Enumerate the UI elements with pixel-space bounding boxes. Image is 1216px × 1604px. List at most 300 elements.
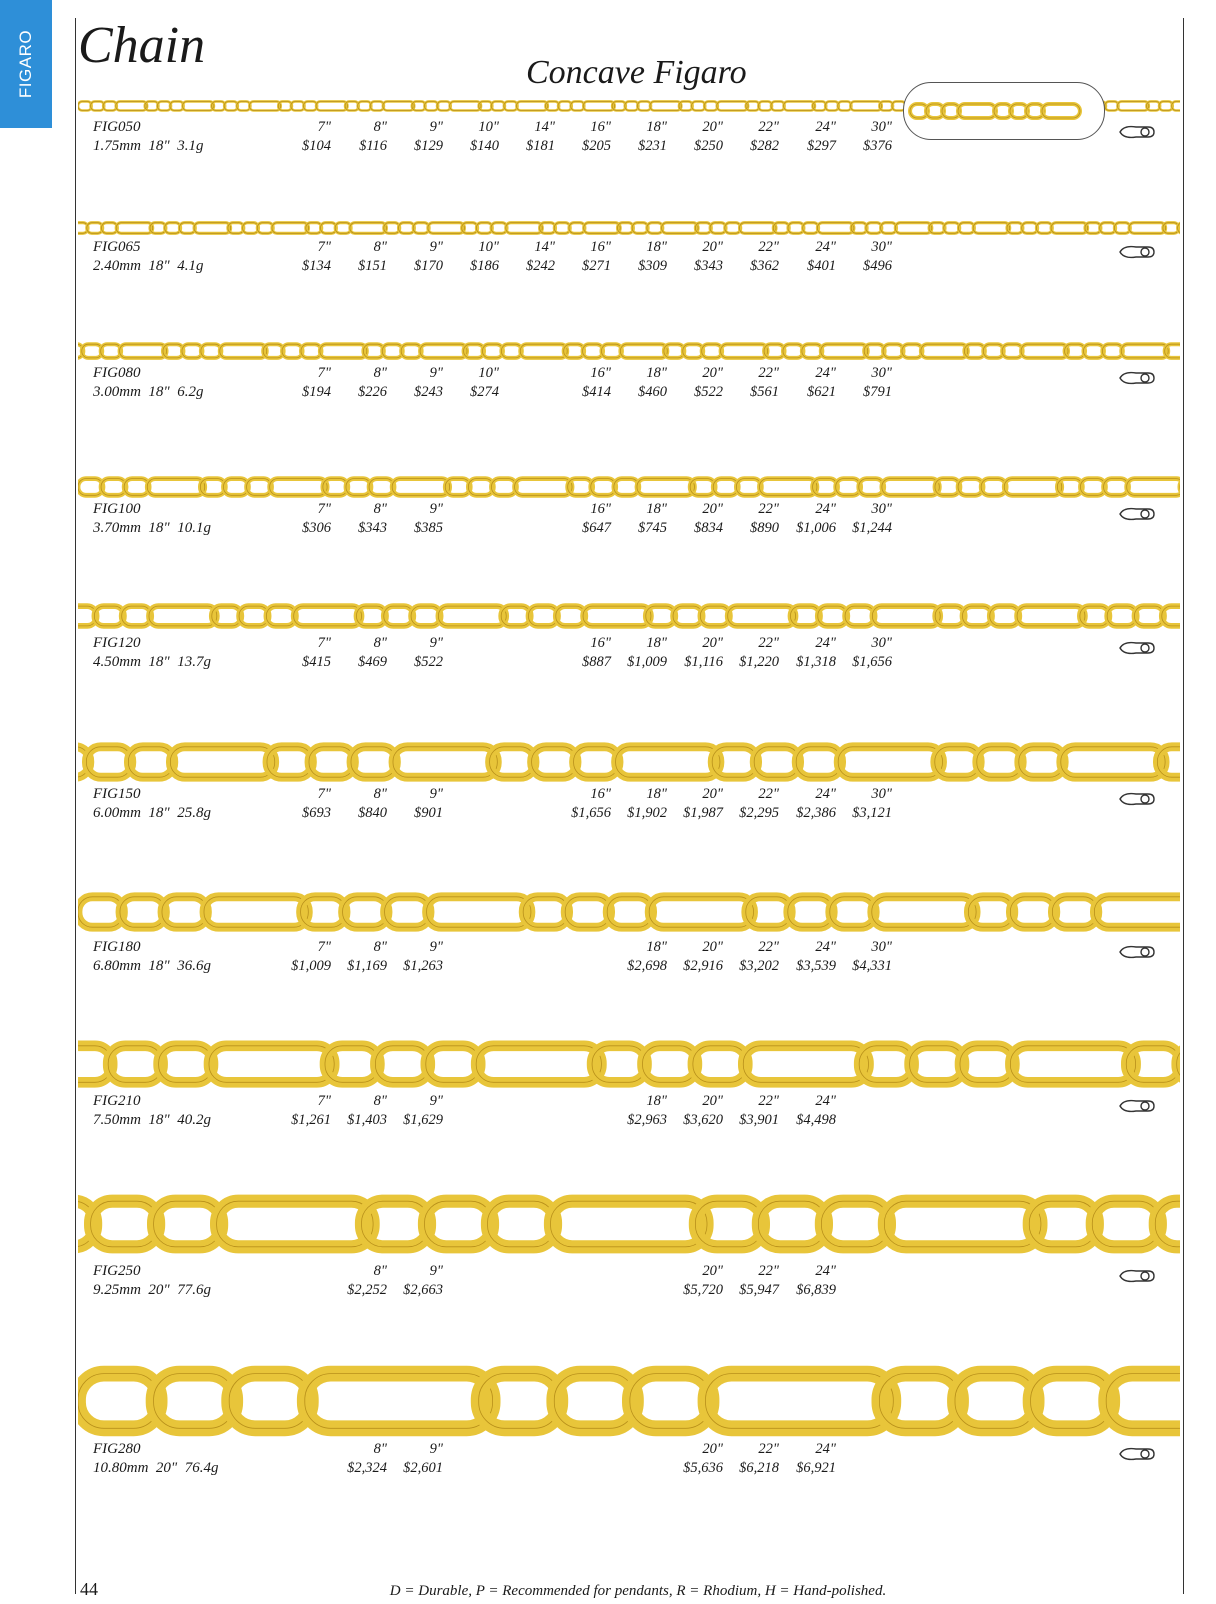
chain-link bbox=[116, 101, 147, 110]
length-label: 18" bbox=[646, 501, 667, 517]
product-spec: 1.75mm 18" 3.1g bbox=[93, 138, 204, 154]
chain-link-outline bbox=[584, 223, 621, 234]
price-value: $274 bbox=[470, 384, 499, 400]
length-label: 9" bbox=[429, 635, 443, 651]
chain-link bbox=[204, 897, 308, 927]
price-value: $745 bbox=[638, 520, 667, 536]
length-label: 24" bbox=[815, 365, 836, 381]
product-code: FIG210 bbox=[93, 1093, 141, 1109]
chain-link bbox=[583, 101, 614, 110]
length-label: 18" bbox=[646, 939, 667, 955]
price-value: $1,261 bbox=[291, 1112, 331, 1128]
price-value: $250 bbox=[694, 138, 723, 154]
chain-link-outline bbox=[760, 479, 817, 496]
length-label: 22" bbox=[758, 1441, 779, 1457]
length-label: 22" bbox=[758, 786, 779, 802]
chain-link-outline bbox=[895, 223, 932, 234]
chain-link-outline bbox=[476, 1046, 601, 1083]
length-label: 20" bbox=[702, 365, 723, 381]
chain-link bbox=[476, 1046, 601, 1083]
price-value: $2,698 bbox=[627, 958, 667, 974]
chain-link bbox=[821, 344, 868, 358]
chain-link-outline bbox=[170, 747, 274, 777]
chain-link bbox=[650, 101, 681, 110]
length-label: 10" bbox=[478, 365, 499, 381]
chain-link-outline bbox=[194, 223, 231, 234]
chain-link-outline bbox=[120, 344, 167, 358]
zoom-chain-link bbox=[958, 104, 996, 118]
length-label: 8" bbox=[373, 365, 387, 381]
length-label: 20" bbox=[702, 939, 723, 955]
length-label: 30" bbox=[871, 365, 892, 381]
length-label: 16" bbox=[590, 786, 611, 802]
product-code: FIG100 bbox=[93, 501, 141, 517]
chain-link-outline bbox=[583, 606, 651, 626]
price-value: $297 bbox=[807, 138, 836, 154]
length-label: 8" bbox=[373, 1441, 387, 1457]
length-label: 9" bbox=[429, 939, 443, 955]
chain-link bbox=[183, 101, 214, 110]
price-value: $134 bbox=[302, 258, 331, 274]
product-code: FIG150 bbox=[93, 786, 141, 802]
chain-link bbox=[116, 223, 153, 234]
length-label: 18" bbox=[646, 1093, 667, 1109]
length-label: 30" bbox=[871, 501, 892, 517]
chain-link bbox=[428, 223, 465, 234]
length-label: 8" bbox=[373, 501, 387, 517]
chain-link bbox=[882, 479, 939, 496]
length-label: 20" bbox=[702, 786, 723, 802]
chain-link bbox=[420, 344, 467, 358]
chain-link bbox=[706, 1374, 894, 1429]
chain-link bbox=[249, 101, 280, 110]
chain-link-outline bbox=[392, 479, 449, 496]
length-label: 9" bbox=[429, 239, 443, 255]
length-label: 18" bbox=[646, 239, 667, 255]
price-value: $282 bbox=[750, 138, 779, 154]
chain-link-outline bbox=[270, 479, 327, 496]
chain-image bbox=[78, 1040, 1180, 1088]
chain-link-outline bbox=[717, 101, 748, 110]
chain-link bbox=[1017, 606, 1085, 626]
chain-link-outline bbox=[116, 101, 147, 110]
price-value: $104 bbox=[302, 138, 331, 154]
chain-link bbox=[305, 1374, 493, 1429]
product-spec: 3.70mm 18" 10.1g bbox=[93, 520, 211, 536]
chain-image bbox=[78, 603, 1180, 629]
length-label: 7" bbox=[317, 501, 331, 517]
length-label: 30" bbox=[871, 939, 892, 955]
price-value: $1,656 bbox=[852, 654, 892, 670]
chain-link bbox=[717, 101, 748, 110]
length-label: 9" bbox=[429, 365, 443, 381]
price-value: $309 bbox=[638, 258, 667, 274]
lobster-clasp-icon bbox=[1118, 368, 1156, 388]
length-label: 8" bbox=[373, 1093, 387, 1109]
chain-link-outline bbox=[420, 344, 467, 358]
price-value: $693 bbox=[302, 805, 331, 821]
product-spec: 7.50mm 18" 40.2g bbox=[93, 1112, 211, 1128]
price-value: $151 bbox=[358, 258, 387, 274]
price-value: $1,009 bbox=[627, 654, 667, 670]
chain-link-outline bbox=[116, 223, 153, 234]
chain-link bbox=[194, 223, 231, 234]
chain-link-outline bbox=[1017, 606, 1085, 626]
length-label: 18" bbox=[646, 365, 667, 381]
length-label: 24" bbox=[815, 786, 836, 802]
length-label: 18" bbox=[646, 635, 667, 651]
price-value: $647 bbox=[582, 520, 611, 536]
chain-link bbox=[662, 223, 699, 234]
chain-strip bbox=[78, 742, 1180, 782]
price-value: $2,963 bbox=[627, 1112, 667, 1128]
chain-link-outline bbox=[427, 897, 531, 927]
chain-link-outline bbox=[147, 479, 204, 496]
chain-link-outline bbox=[620, 344, 667, 358]
chain-link bbox=[270, 479, 327, 496]
chain-link bbox=[921, 344, 968, 358]
chain-link-outline bbox=[217, 1201, 374, 1247]
chain-image bbox=[78, 1194, 1180, 1254]
length-label: 7" bbox=[317, 239, 331, 255]
length-label: 9" bbox=[429, 1441, 443, 1457]
chain-strip bbox=[78, 892, 1180, 932]
chain-link bbox=[120, 344, 167, 358]
lobster-clasp-icon bbox=[1118, 1266, 1156, 1286]
chain-link-outline bbox=[1118, 101, 1149, 110]
price-value: $2,663 bbox=[403, 1282, 443, 1298]
length-label: 20" bbox=[702, 635, 723, 651]
lobster-clasp-icon bbox=[1118, 504, 1156, 524]
chain-link bbox=[320, 344, 367, 358]
price-value: $415 bbox=[302, 654, 331, 670]
chain-link bbox=[895, 223, 932, 234]
chain-link bbox=[217, 1201, 374, 1247]
chain-link bbox=[506, 223, 543, 234]
chain-link bbox=[427, 897, 531, 927]
price-value: $2,324 bbox=[347, 1460, 387, 1476]
chain-strip bbox=[78, 1194, 1180, 1254]
chain-link-outline bbox=[650, 101, 681, 110]
chain-link bbox=[350, 223, 387, 234]
product-code: FIG180 bbox=[93, 939, 141, 955]
product-code: FIG250 bbox=[93, 1263, 141, 1279]
lobster-clasp-icon bbox=[1118, 242, 1156, 262]
chain-image bbox=[78, 221, 1180, 235]
chain-link-outline bbox=[183, 101, 214, 110]
chain-link-outline bbox=[1021, 344, 1068, 358]
price-value: $231 bbox=[638, 138, 667, 154]
length-label: 22" bbox=[758, 1263, 779, 1279]
price-value: $271 bbox=[582, 258, 611, 274]
chain-link bbox=[1061, 747, 1165, 777]
product-code: FIG080 bbox=[93, 365, 141, 381]
length-label: 24" bbox=[815, 1263, 836, 1279]
footnote: D = Durable, P = Recommended for pendants, R = Rhodium, H = Hand-polished. bbox=[389, 1583, 887, 1599]
chain-link bbox=[760, 479, 817, 496]
chain-link-outline bbox=[662, 223, 699, 234]
length-label: 8" bbox=[373, 119, 387, 135]
price-value: $186 bbox=[470, 258, 499, 274]
product-code: FIG050 bbox=[93, 119, 141, 135]
price-value: $1,987 bbox=[683, 805, 723, 821]
length-label: 22" bbox=[758, 239, 779, 255]
chain-link bbox=[170, 747, 274, 777]
chain-link-outline bbox=[740, 223, 777, 234]
length-label: 22" bbox=[758, 1093, 779, 1109]
price-value: $116 bbox=[359, 138, 387, 154]
length-label: 24" bbox=[815, 939, 836, 955]
chain-link bbox=[838, 747, 942, 777]
length-label: 7" bbox=[317, 1093, 331, 1109]
chain-link-outline bbox=[350, 223, 387, 234]
length-label: 8" bbox=[373, 786, 387, 802]
price-value: $887 bbox=[582, 654, 611, 670]
chain-link bbox=[209, 1046, 334, 1083]
price-value: $1,318 bbox=[796, 654, 836, 670]
chain-strip bbox=[78, 221, 1180, 235]
length-label: 24" bbox=[815, 1093, 836, 1109]
price-value: $840 bbox=[358, 805, 387, 821]
length-label: 9" bbox=[429, 501, 443, 517]
chain-link-outline bbox=[506, 223, 543, 234]
chain-link-outline bbox=[882, 479, 939, 496]
length-label: 16" bbox=[590, 239, 611, 255]
chain-link-outline bbox=[616, 747, 720, 777]
chain-link-outline bbox=[204, 897, 308, 927]
length-label: 10" bbox=[478, 119, 499, 135]
price-value: $621 bbox=[807, 384, 836, 400]
price-value: $561 bbox=[750, 384, 779, 400]
chain-link bbox=[316, 101, 347, 110]
section-tab-label: FIGARO bbox=[16, 29, 35, 99]
chain-link-outline bbox=[220, 344, 267, 358]
length-label: 16" bbox=[590, 501, 611, 517]
price-value: $2,601 bbox=[403, 1460, 443, 1476]
chain-link bbox=[1129, 223, 1166, 234]
chain-link-outline bbox=[583, 101, 614, 110]
chain-link bbox=[743, 1046, 868, 1083]
price-value: $140 bbox=[470, 138, 499, 154]
product-spec: 6.80mm 18" 36.6g bbox=[93, 958, 211, 974]
chain-link bbox=[147, 479, 204, 496]
length-label: 9" bbox=[429, 1263, 443, 1279]
price-value: $205 bbox=[582, 138, 611, 154]
chain-link bbox=[393, 747, 497, 777]
length-label: 22" bbox=[758, 939, 779, 955]
chain-strip bbox=[78, 1040, 1180, 1088]
price-value: $3,539 bbox=[796, 958, 836, 974]
price-value: $1,009 bbox=[291, 958, 331, 974]
chain-link-outline bbox=[850, 101, 881, 110]
product-code: FIG280 bbox=[93, 1441, 141, 1457]
length-label: 9" bbox=[429, 119, 443, 135]
chain-link-outline bbox=[1127, 479, 1180, 496]
price-value: $4,498 bbox=[796, 1112, 836, 1128]
chain-link-outline bbox=[209, 1046, 334, 1083]
chain-link bbox=[649, 897, 753, 927]
length-label: 7" bbox=[317, 939, 331, 955]
length-label: 22" bbox=[758, 635, 779, 651]
price-value: $1,116 bbox=[684, 654, 723, 670]
chain-link bbox=[872, 606, 940, 626]
price-value: $6,921 bbox=[796, 1460, 836, 1476]
price-value: $1,629 bbox=[403, 1112, 443, 1128]
chain-link-outline bbox=[1129, 223, 1166, 234]
chain-link bbox=[149, 606, 217, 626]
price-value: $2,252 bbox=[347, 1282, 387, 1298]
chain-link bbox=[721, 344, 768, 358]
price-value: $242 bbox=[526, 258, 555, 274]
chain-link bbox=[1021, 344, 1068, 358]
chain-link-outline bbox=[551, 1201, 708, 1247]
price-value: $522 bbox=[414, 654, 443, 670]
chain-link bbox=[392, 479, 449, 496]
chain-link bbox=[784, 101, 815, 110]
chain-link bbox=[1118, 101, 1149, 110]
chain-link-outline bbox=[515, 479, 572, 496]
length-label: 24" bbox=[815, 635, 836, 651]
length-label: 20" bbox=[702, 1263, 723, 1279]
product-spec: 6.00mm 18" 25.8g bbox=[93, 805, 211, 821]
lobster-clasp-icon bbox=[1118, 942, 1156, 962]
price-value: $496 bbox=[863, 258, 892, 274]
length-label: 16" bbox=[590, 119, 611, 135]
chain-link bbox=[620, 344, 667, 358]
lobster-clasp-icon bbox=[1118, 1444, 1156, 1464]
price-value: $460 bbox=[638, 384, 667, 400]
product-code: FIG120 bbox=[93, 635, 141, 651]
chain-link bbox=[973, 223, 1010, 234]
chain-link bbox=[584, 223, 621, 234]
chain-link-outline bbox=[383, 101, 414, 110]
price-value: $1,403 bbox=[347, 1112, 387, 1128]
chain-link bbox=[637, 479, 694, 496]
length-label: 10" bbox=[478, 239, 499, 255]
chain-link-outline bbox=[921, 344, 968, 358]
chain-link-outline bbox=[884, 1201, 1041, 1247]
chain-link-outline bbox=[393, 747, 497, 777]
chain-link bbox=[740, 223, 777, 234]
chain-link bbox=[1051, 223, 1088, 234]
chain-link bbox=[383, 101, 414, 110]
chain-link-outline bbox=[450, 101, 481, 110]
chain-link bbox=[872, 897, 976, 927]
price-value: $1,656 bbox=[571, 805, 611, 821]
chain-detail-image bbox=[904, 83, 1104, 139]
length-label: 8" bbox=[373, 939, 387, 955]
lobster-clasp-icon bbox=[1118, 789, 1156, 809]
chain-link-outline bbox=[1094, 897, 1180, 927]
length-label: 14" bbox=[534, 119, 555, 135]
length-label: 8" bbox=[373, 1263, 387, 1279]
length-label: 24" bbox=[815, 119, 836, 135]
price-value: $3,901 bbox=[739, 1112, 779, 1128]
price-value: $6,839 bbox=[796, 1282, 836, 1298]
chain-link-outline bbox=[1004, 479, 1061, 496]
chain-link-outline bbox=[149, 606, 217, 626]
price-value: $5,636 bbox=[683, 1460, 723, 1476]
chain-strip bbox=[78, 603, 1180, 629]
price-value: $834 bbox=[694, 520, 723, 536]
chain-link-outline bbox=[784, 101, 815, 110]
chain-link-outline bbox=[320, 344, 367, 358]
length-label: 24" bbox=[815, 501, 836, 517]
price-value: $129 bbox=[414, 138, 443, 154]
chain-link-outline bbox=[637, 479, 694, 496]
chain-link bbox=[272, 223, 309, 234]
price-value: $226 bbox=[358, 384, 387, 400]
chain-detail-zoom bbox=[903, 82, 1105, 140]
price-value: $2,295 bbox=[739, 805, 779, 821]
length-label: 18" bbox=[646, 119, 667, 135]
price-value: $170 bbox=[414, 258, 443, 274]
zoom-chain-link bbox=[1042, 104, 1080, 118]
product-spec: 2.40mm 18" 4.1g bbox=[93, 258, 204, 274]
chain-link-outline bbox=[520, 344, 567, 358]
price-value: $3,121 bbox=[852, 805, 892, 821]
price-value: $3,202 bbox=[739, 958, 779, 974]
chain-link-outline bbox=[517, 101, 548, 110]
chain-image bbox=[78, 892, 1180, 932]
price-value: $1,902 bbox=[627, 805, 667, 821]
length-label: 16" bbox=[590, 365, 611, 381]
lobster-clasp-icon bbox=[1118, 638, 1156, 658]
price-value: $1,006 bbox=[796, 520, 836, 536]
length-label: 24" bbox=[815, 239, 836, 255]
chain-image bbox=[78, 1365, 1180, 1437]
price-value: $1,220 bbox=[739, 654, 779, 670]
chain-link-outline bbox=[973, 223, 1010, 234]
product-spec: 3.00mm 18" 6.2g bbox=[93, 384, 204, 400]
price-value: $1,244 bbox=[852, 520, 892, 536]
length-label: 30" bbox=[871, 119, 892, 135]
price-value: $385 bbox=[414, 520, 443, 536]
price-value: $522 bbox=[694, 384, 723, 400]
product-spec: 4.50mm 18" 13.7g bbox=[93, 654, 211, 670]
chain-link-outline bbox=[428, 223, 465, 234]
section-tab-figaro bbox=[0, 0, 52, 128]
chain-link-outline bbox=[872, 897, 976, 927]
price-value: $5,720 bbox=[683, 1282, 723, 1298]
length-label: 7" bbox=[317, 635, 331, 651]
length-label: 30" bbox=[871, 239, 892, 255]
price-value: $6,218 bbox=[739, 1460, 779, 1476]
price-value: $5,947 bbox=[739, 1282, 779, 1298]
chain-link-outline bbox=[438, 606, 506, 626]
length-label: 22" bbox=[758, 119, 779, 135]
price-value: $376 bbox=[863, 138, 892, 154]
chain-link bbox=[1177, 1046, 1180, 1083]
length-label: 20" bbox=[702, 1441, 723, 1457]
chain-link bbox=[1155, 1201, 1180, 1247]
chain-strip bbox=[78, 1365, 1180, 1437]
product-spec: 10.80mm 20" 76.4g bbox=[93, 1460, 219, 1476]
chain-link bbox=[1127, 479, 1180, 496]
chain-link bbox=[850, 101, 881, 110]
product-spec: 9.25mm 20" 77.6g bbox=[93, 1282, 211, 1298]
chain-link-outline bbox=[1010, 1046, 1135, 1083]
chain-link-outline bbox=[1051, 223, 1088, 234]
chain-link-outline bbox=[872, 606, 940, 626]
chain-link bbox=[1004, 479, 1061, 496]
product-code: FIG065 bbox=[93, 239, 141, 255]
price-value: $343 bbox=[358, 520, 387, 536]
chain-link-outline bbox=[294, 606, 362, 626]
lobster-clasp-icon bbox=[1118, 1096, 1156, 1116]
length-label: 9" bbox=[429, 786, 443, 802]
price-value: $194 bbox=[302, 384, 331, 400]
